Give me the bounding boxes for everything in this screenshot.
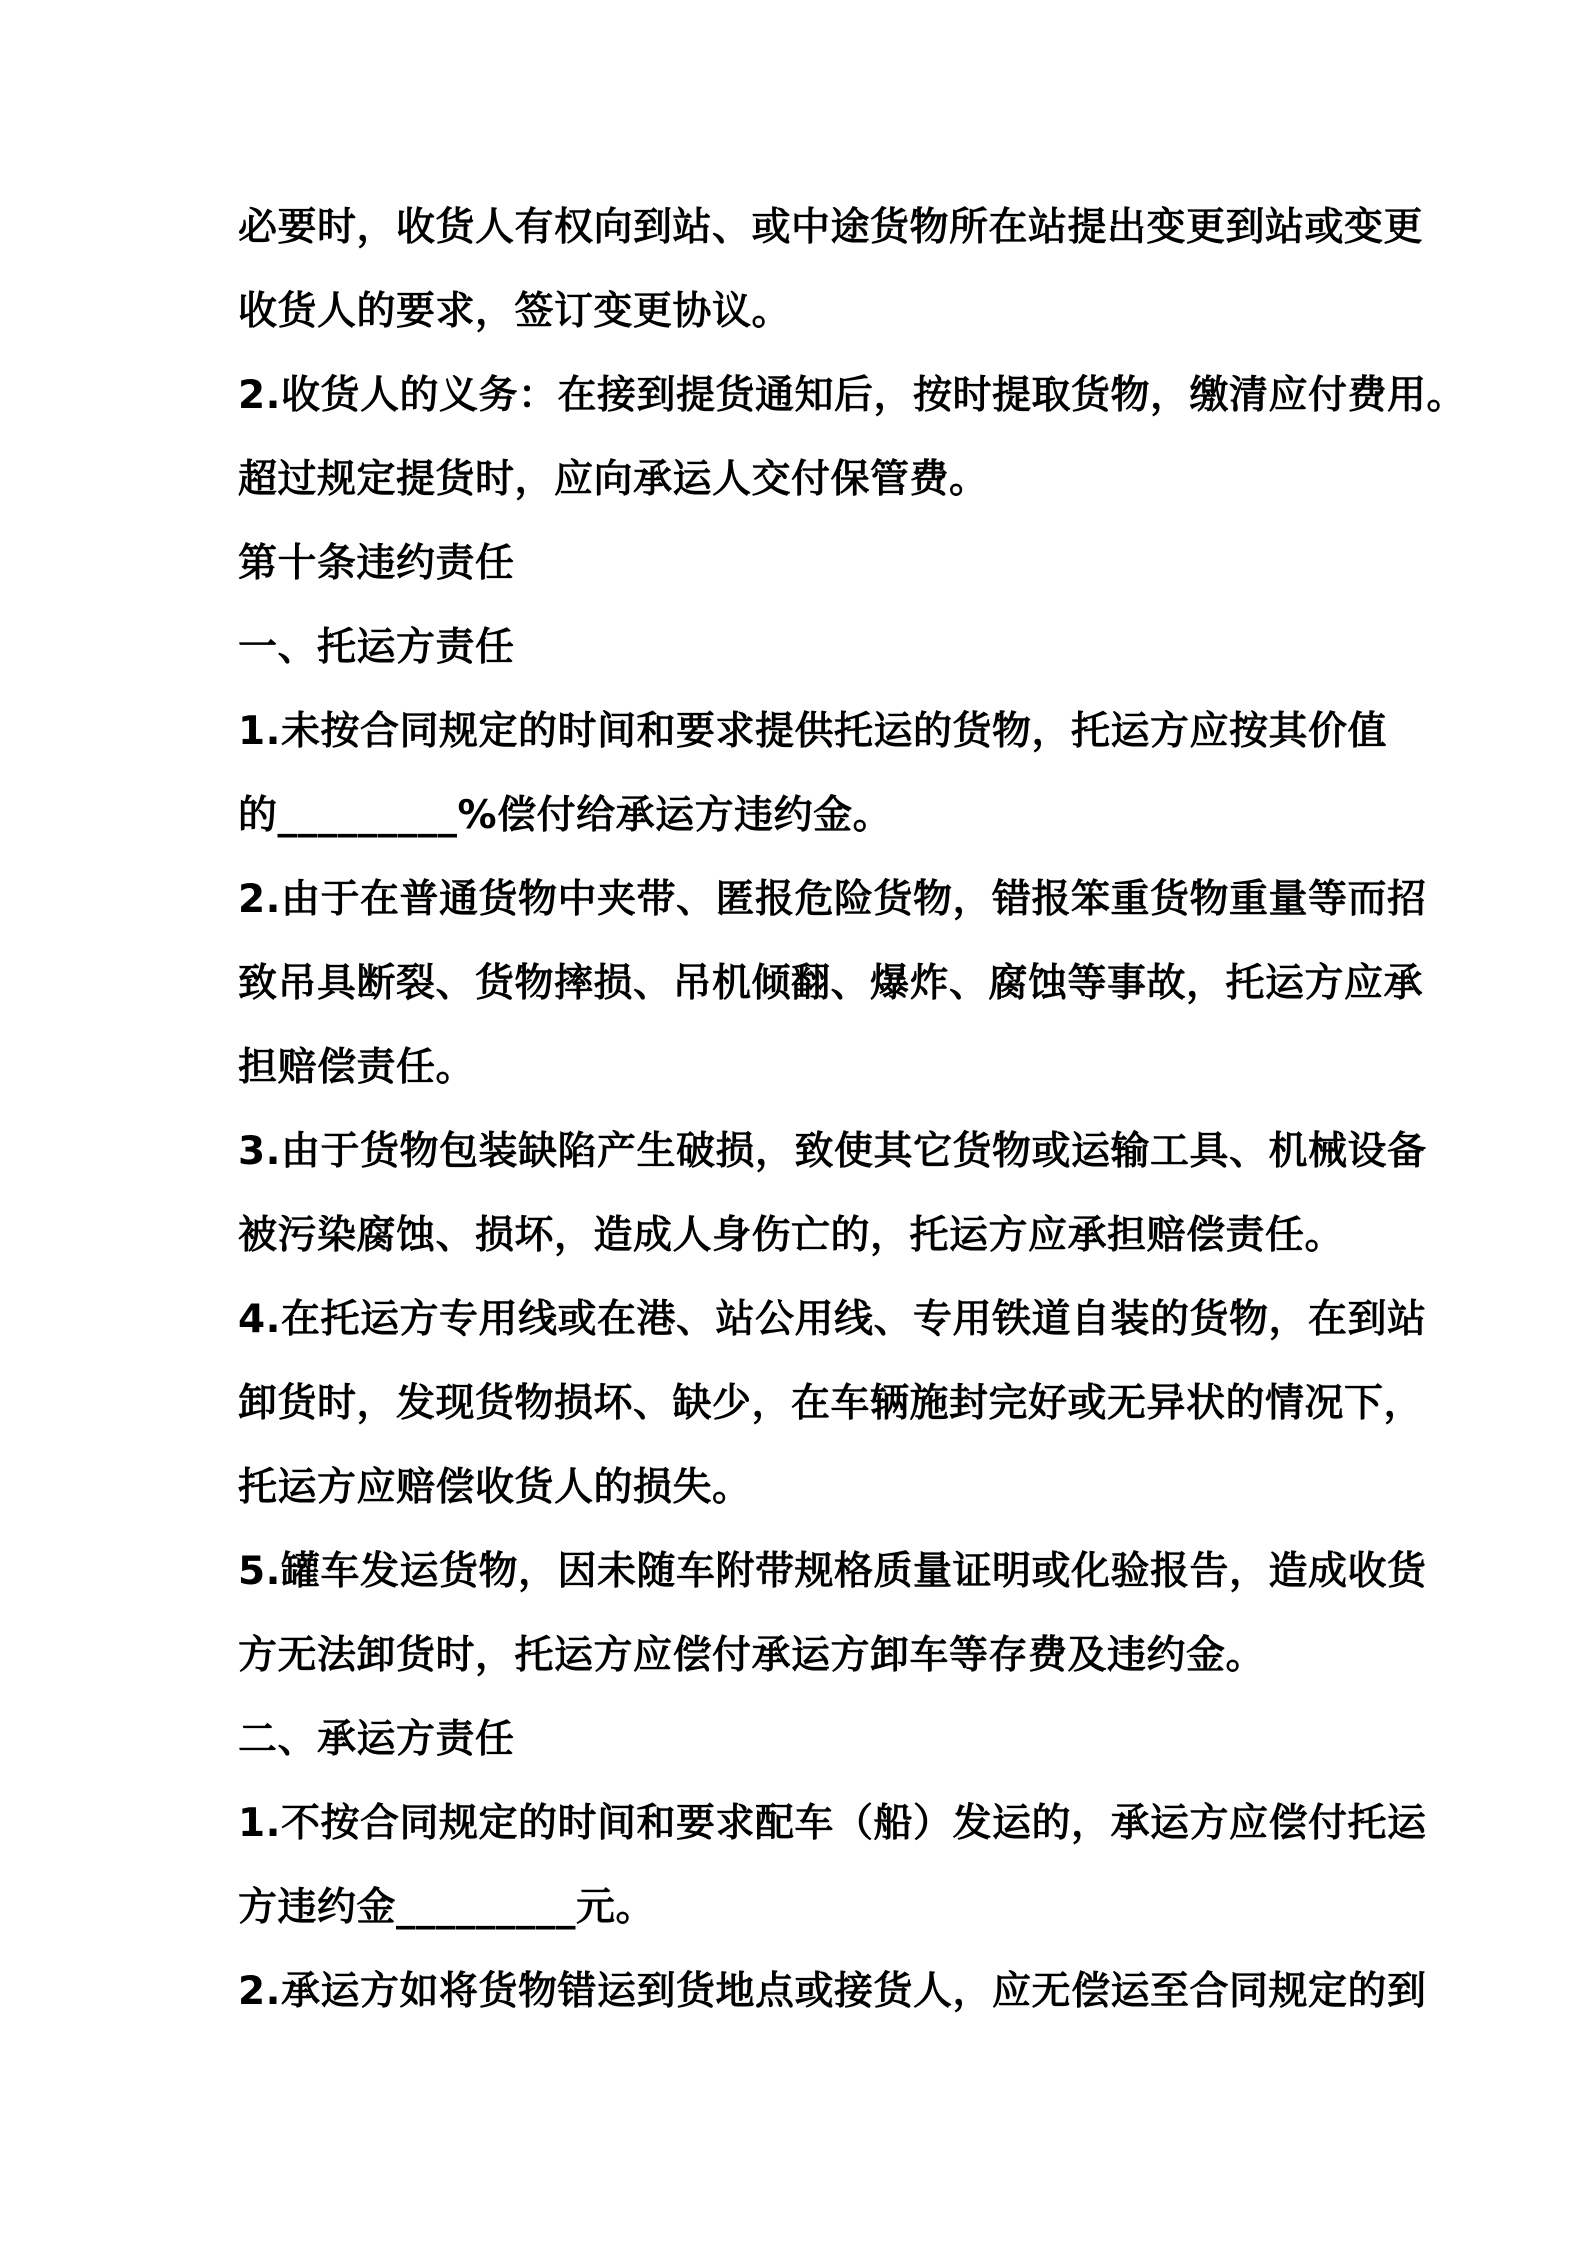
text-line: 担赔偿责任。 bbox=[238, 1045, 476, 1090]
text-line: 致吊具断裂、货物摔损、吊机倾翻、爆炸、腐蚀等事故，托运方应承 bbox=[238, 961, 1424, 1006]
text-line: 1.不按合同规定的时间和要求配车（船）发运的，承运方应偿付托运 bbox=[238, 1801, 1427, 1846]
text-line: 2.收货人的义务：在接到提货通知后，按时提取货物，缴清应付费用。 bbox=[238, 373, 1466, 418]
text-line: 一、托运方责任 bbox=[238, 625, 515, 670]
text-line: 1.未按合同规定的时间和要求提供托运的货物，托运方应按其价值 bbox=[238, 709, 1387, 754]
text-line: 2.承运方如将货物错运到货地点或接货人，应无偿运至合同规定的到 bbox=[238, 1969, 1427, 2014]
text-line: 卸货时，发现货物损坏、缺少，在车辆施封完好或无异状的情况下， bbox=[238, 1381, 1424, 1426]
text-line: 被污染腐蚀、损坏，造成人身伤亡的，托运方应承担赔偿责任。 bbox=[238, 1213, 1345, 1258]
text-line: 4.在托运方专用线或在港、站公用线、专用铁道自装的货物，在到站 bbox=[238, 1297, 1427, 1342]
contract-text-body bbox=[238, 186, 1466, 2034]
text-line: 托运方应赔偿收货人的损失。 bbox=[238, 1465, 752, 1510]
text-line: 第十条违约责任 bbox=[238, 541, 515, 586]
text-line: 收货人的要求，签订变更协议。 bbox=[238, 289, 792, 334]
text-line: 方无法卸货时，托运方应偿付承运方卸车等存费及违约金。 bbox=[238, 1633, 1266, 1678]
text-line: 超过规定提货时，应向承运人交付保管费。 bbox=[238, 457, 989, 502]
text-line: 方违约金_________元。 bbox=[238, 1885, 656, 1930]
text-line: 5.罐车发运货物，因未随车附带规格质量证明或化验报告，造成收货 bbox=[238, 1549, 1427, 1594]
text-line: 3.由于货物包装缺陷产生破损，致使其它货物或运输工具、机械设备 bbox=[238, 1129, 1427, 1174]
text-line: 二、承运方责任 bbox=[238, 1717, 515, 1762]
text-line: 的_________%偿付给承运方违约金。 bbox=[238, 793, 893, 838]
text-line: 2.由于在普通货物中夹带、匿报危险货物，错报笨重货物重量等而招 bbox=[238, 877, 1427, 922]
text-line: 必要时，收货人有权向到站、或中途货物所在站提出变更到站或变更 bbox=[238, 205, 1424, 250]
